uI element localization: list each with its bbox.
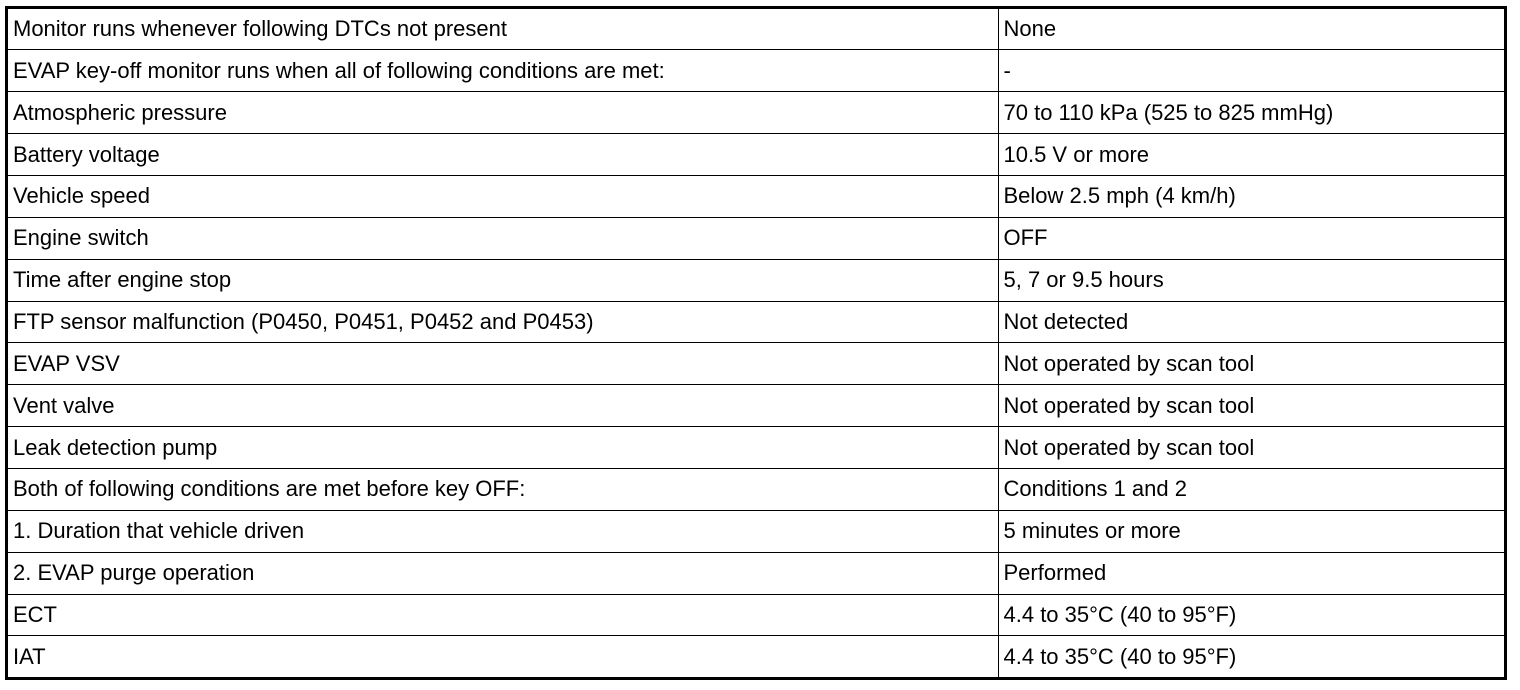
conditions-grid bbox=[8, 9, 1504, 677]
condition-cell: Vehicle speed bbox=[8, 176, 998, 218]
table-row bbox=[8, 176, 1504, 218]
table-row bbox=[8, 92, 1504, 134]
value-cell: Performed bbox=[998, 552, 1504, 594]
table-row bbox=[8, 301, 1504, 343]
table-row bbox=[8, 510, 1504, 552]
condition-cell: Both of following conditions are met before key OFF: bbox=[8, 469, 998, 511]
table-row bbox=[8, 385, 1504, 427]
table-row bbox=[8, 50, 1504, 92]
value-cell: 4.4 to 35°C (40 to 95°F) bbox=[998, 636, 1504, 677]
condition-cell: 2. EVAP purge operation bbox=[8, 552, 998, 594]
condition-cell: Engine switch bbox=[8, 217, 998, 259]
condition-cell: FTP sensor malfunction (P0450, P0451, P0452 and P0453) bbox=[8, 301, 998, 343]
condition-cell: EVAP VSV bbox=[8, 343, 998, 385]
conditions-table bbox=[5, 6, 1507, 680]
value-cell: Not detected bbox=[998, 301, 1504, 343]
condition-cell: IAT bbox=[8, 636, 998, 677]
value-cell: Below 2.5 mph (4 km/h) bbox=[998, 176, 1504, 218]
table-row bbox=[8, 469, 1504, 511]
value-cell: Not operated by scan tool bbox=[998, 385, 1504, 427]
table-row bbox=[8, 552, 1504, 594]
condition-cell: EVAP key-off monitor runs when all of following conditions are met: bbox=[8, 50, 998, 92]
value-cell: Not operated by scan tool bbox=[998, 427, 1504, 469]
table-row bbox=[8, 9, 1504, 50]
table-row bbox=[8, 343, 1504, 385]
value-cell: 5, 7 or 9.5 hours bbox=[998, 259, 1504, 301]
condition-cell: 1. Duration that vehicle driven bbox=[8, 510, 998, 552]
value-cell: OFF bbox=[998, 217, 1504, 259]
condition-cell: ECT bbox=[8, 594, 998, 636]
condition-cell: Vent valve bbox=[8, 385, 998, 427]
table-row bbox=[8, 134, 1504, 176]
value-cell: Conditions 1 and 2 bbox=[998, 469, 1504, 511]
table-row bbox=[8, 259, 1504, 301]
value-cell: None bbox=[998, 9, 1504, 50]
value-cell: 5 minutes or more bbox=[998, 510, 1504, 552]
table-row bbox=[8, 427, 1504, 469]
condition-cell: Atmospheric pressure bbox=[8, 92, 998, 134]
table-row bbox=[8, 217, 1504, 259]
condition-cell: Monitor runs whenever following DTCs not present bbox=[8, 9, 998, 50]
value-cell: - bbox=[998, 50, 1504, 92]
table-row bbox=[8, 636, 1504, 677]
value-cell: Not operated by scan tool bbox=[998, 343, 1504, 385]
condition-cell: Time after engine stop bbox=[8, 259, 998, 301]
condition-cell: Leak detection pump bbox=[8, 427, 998, 469]
value-cell: 10.5 V or more bbox=[998, 134, 1504, 176]
value-cell: 70 to 110 kPa (525 to 825 mmHg) bbox=[998, 92, 1504, 134]
value-cell: 4.4 to 35°C (40 to 95°F) bbox=[998, 594, 1504, 636]
condition-cell: Battery voltage bbox=[8, 134, 998, 176]
table-row bbox=[8, 594, 1504, 636]
